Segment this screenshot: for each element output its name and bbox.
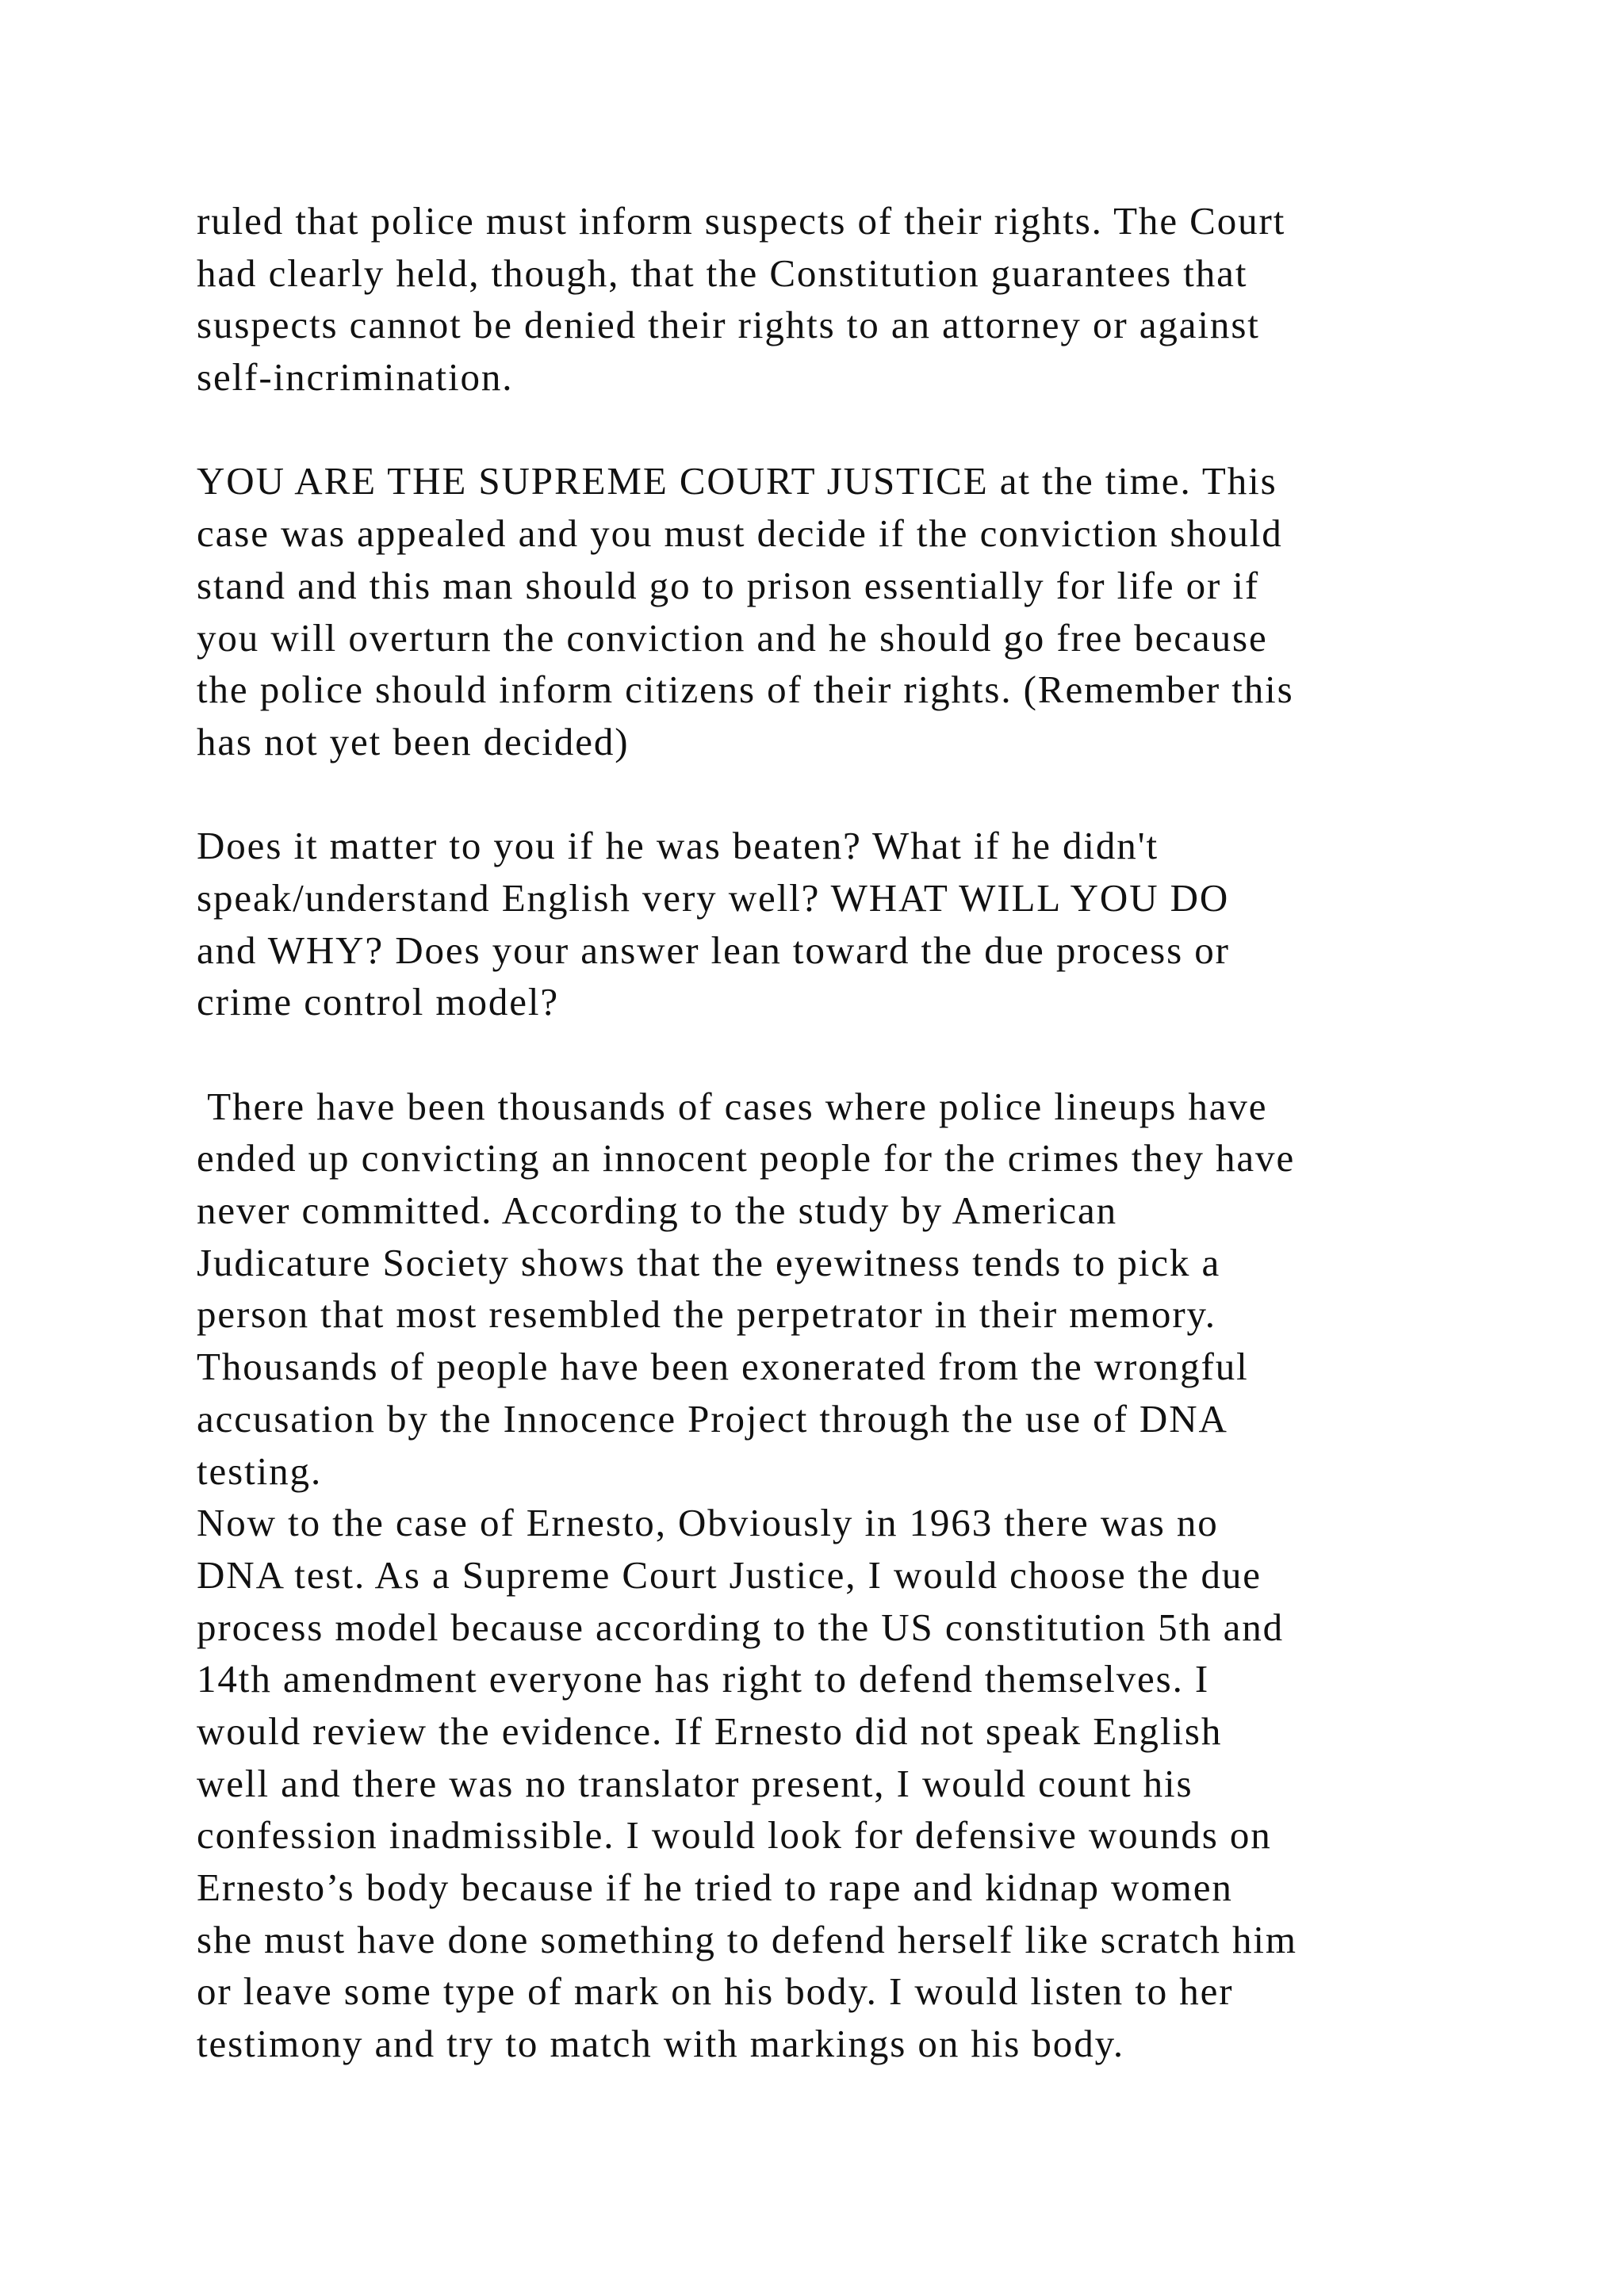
text-line: accusation by the Innocence Project through the use of DNA (197, 1396, 1228, 1441)
text-line: There have been thousands of cases where police lineups have (197, 1084, 1268, 1128)
text-line: crime control model? (197, 980, 560, 1024)
text-line: ended up convicting an innocent people for the crimes they have (197, 1136, 1296, 1181)
blank-line (197, 404, 1481, 456)
text-line: you will overturn the conviction and he should go free because (197, 615, 1268, 660)
text-line: suspects cannot be denied their rights to an attorney or against (197, 303, 1260, 347)
text-line: confession inadmissible. I would look for defensive wounds on (197, 1813, 1272, 1858)
text-line: speak/understand English very well? WHAT WILL YOU DO (197, 875, 1230, 920)
text-line: she must have done something to defend herself like scratch him (197, 1917, 1297, 1961)
blank-line (197, 768, 1481, 821)
text-line: never committed. According to the study by American (197, 1188, 1118, 1233)
text-line: Does it matter to you if he was beaten? What if he didn't (197, 824, 1159, 868)
text-line: DNA test. As a Supreme Court Justice, I would choose the due (197, 1552, 1262, 1597)
text-line: 14th amendment everyone has right to defend themselves. I (197, 1657, 1210, 1701)
text-line: testimony and try to match with markings on his body. (197, 2022, 1124, 2066)
text-line: Now to the case of Ernesto, Obviously in 1963 there was no (197, 1501, 1219, 1545)
text-line: stand and this man should go to prison essentially for life or if (197, 563, 1260, 607)
text-line: YOU ARE THE SUPREME COURT JUSTICE at the time. This (197, 459, 1277, 503)
text-line: or leave some type of mark on his body. I would listen to her (197, 1969, 1234, 2014)
text-line: Ernesto’s body because if he tried to rape and kidnap women (197, 1866, 1233, 1909)
text-line: Thousands of people have been exonerated from the wrongful (197, 1345, 1249, 1389)
text-line: has not yet been decided) (197, 719, 630, 763)
blank-line (197, 1028, 1481, 1081)
text-line: the police should inform citizens of their rights. (Remember this (197, 668, 1294, 712)
text-line: would review the evidence. If Ernesto did not speak English (197, 1709, 1223, 1753)
text-line: ruled that police must inform suspects of their rights. The Court (197, 199, 1286, 243)
document-text (197, 195, 1481, 2070)
text-line: and WHY? Does your answer lean toward the due process or (197, 928, 1230, 972)
text-line: person that most resembled the perpetrator in their memory. (197, 1292, 1216, 1337)
text-line: testing. (197, 1448, 323, 1493)
text-line: self-incrimination. (197, 355, 514, 400)
text-line: case was appealed and you must decide if the conviction should (197, 511, 1283, 556)
text-line: well and there was no translator present, I would count his (197, 1761, 1193, 1805)
text-line: had clearly held, though, that the Constitution guarantees that (197, 251, 1248, 295)
text-line: Judicature Society shows that the eyewitness tends to pick a (197, 1240, 1221, 1284)
text-line: process model because according to the US constitution 5th and (197, 1605, 1285, 1649)
